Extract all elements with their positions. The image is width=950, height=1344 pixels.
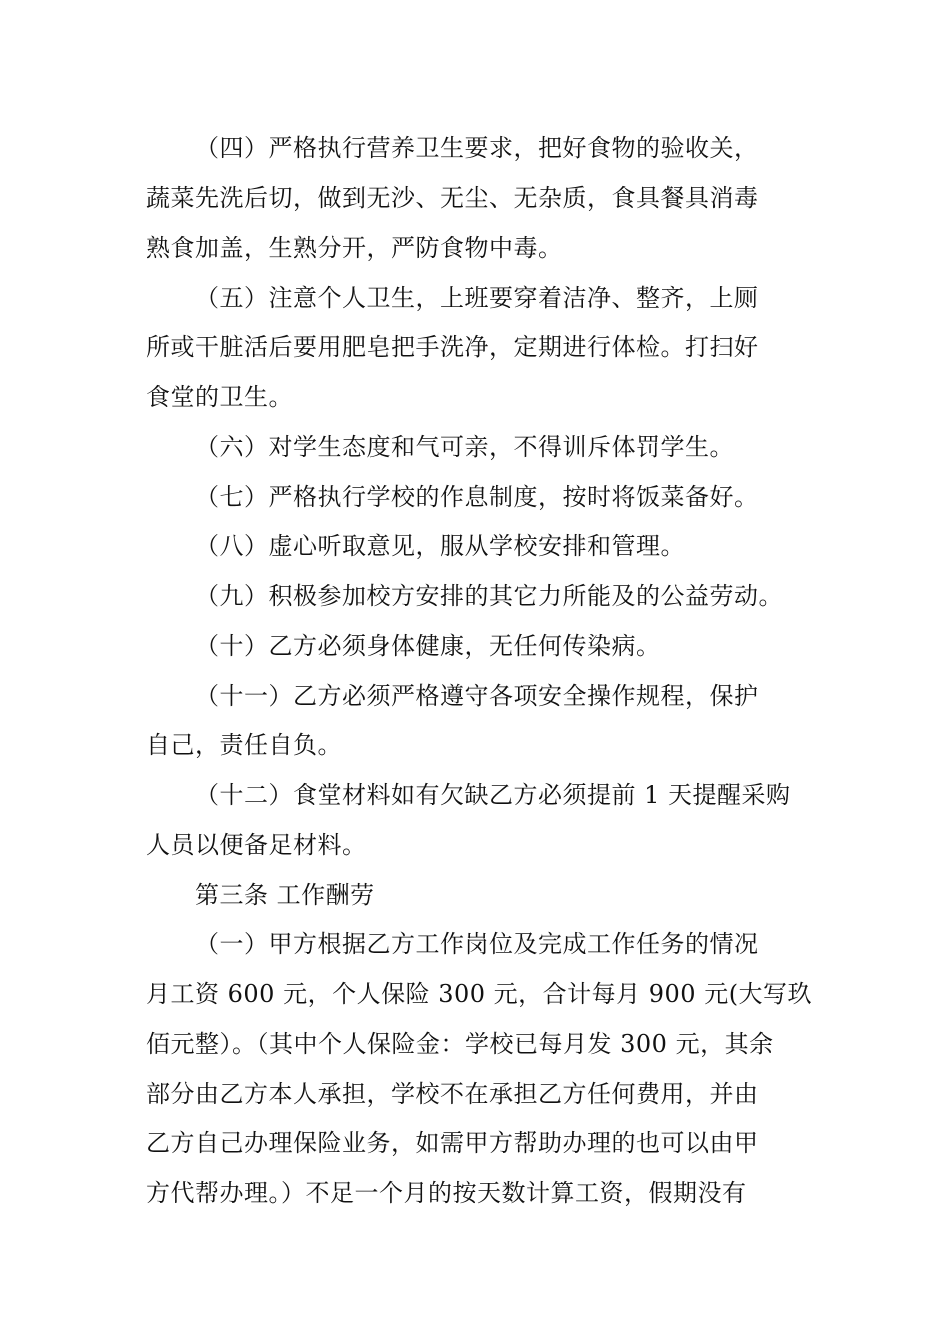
text-line: 食堂的卫生。	[146, 383, 293, 411]
text-line: （九）积极参加校方安排的其它力所能及的公益劳动。	[195, 582, 783, 610]
text-line: （十二）食堂材料如有欠缺乙方必须提前 1 天提醒采购	[195, 781, 791, 809]
text-line: 部分由乙方本人承担，学校不在承担乙方任何费用，并由	[146, 1080, 759, 1108]
text-line: （八）虚心听取意见，服从学校安排和管理。	[195, 532, 685, 560]
text-line: 月工资 600 元，个人保险 300 元，合计每月 900 元(大写玖	[146, 980, 813, 1008]
text-line: 方代帮办理。）不足一个月的按天数计算工资，假期没有	[146, 1179, 747, 1207]
text-line: （五）注意个人卫生，上班要穿着洁净、整齐，上厕	[195, 284, 759, 312]
text-line: 人员以便备足材料。	[146, 831, 367, 859]
text-line: （十一）乙方必须严格遵守各项安全操作规程，保护	[195, 682, 759, 710]
section-heading: 第三条 工作酬劳	[195, 881, 375, 909]
text-line: 自己，责任自负。	[146, 731, 342, 759]
text-line: 熟食加盖，生熟分开，严防食物中毒。	[146, 234, 563, 262]
text-line: （十）乙方必须身体健康，无任何传染病。	[195, 632, 661, 660]
text-line: （七）严格执行学校的作息制度，按时将饭菜备好。	[195, 483, 759, 511]
text-line: （六）对学生态度和气可亲，不得训斥体罚学生。	[195, 433, 734, 461]
text-line: 所或干脏活后要用肥皂把手洗净，定期进行体检。打扫好	[146, 333, 759, 361]
text-line: （四）严格执行营养卫生要求，把好食物的验收关，	[195, 134, 759, 162]
text-line: 佰元整）。（其中个人保险金：学校已每月发 300 元，其余	[146, 1030, 774, 1058]
text-line: （一）甲方根据乙方工作岗位及完成工作任务的情况	[195, 930, 759, 958]
text-line: 蔬菜先洗后切，做到无沙、无尘、无杂质，食具餐具消毒	[146, 184, 759, 212]
text-line: 乙方自己办理保险业务，如需甲方帮助办理的也可以由甲	[146, 1129, 759, 1157]
